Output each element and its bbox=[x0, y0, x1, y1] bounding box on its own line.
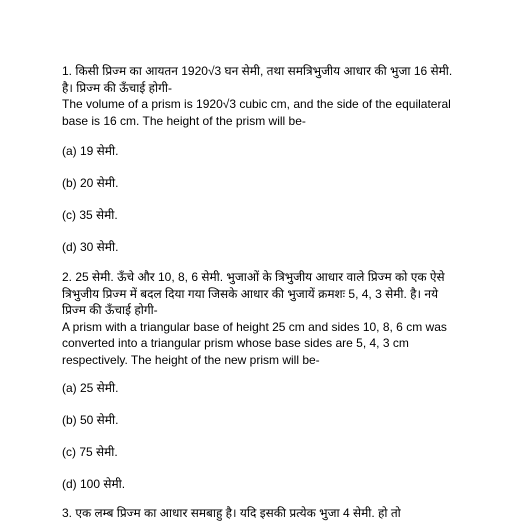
question-2-option-c: (c) 75 सेमी. bbox=[62, 445, 118, 459]
question-1-option-d: (d) 30 सेमी. bbox=[62, 240, 119, 254]
question-3-partial: 3. एक लम्ब प्रिज्म का आधार समबाहु है। यदि इसकी प्रत्येक भुजा 4 सेमी. हो तो bbox=[62, 506, 401, 520]
question-1-option-b: (b) 20 सेमी. bbox=[62, 176, 119, 190]
question-2-english: A prism with a triangular base of height 25 cm and sides 10, 8, 6 cm was converted into a triangular prism whose base sides are 5, 4, 3 cm respectively. The height of the new prism will be- bbox=[62, 319, 451, 367]
question-1-option-c: (c) 35 सेमी. bbox=[62, 208, 118, 222]
question-1-option-a: (a) 19 सेमी. bbox=[62, 144, 119, 158]
question-1-hindi: 1. किसी प्रिज्म का आयतन 1920√3 घन सेमी, तथा समत्रिभुजीय आधार की भुजा 16 सेमी. है। प्रिज्म की ऊँचाई होगी- bbox=[62, 64, 456, 95]
question-2-option-a: (a) 25 सेमी. bbox=[62, 381, 119, 395]
question-2 bbox=[62, 269, 462, 368]
question-1 bbox=[62, 63, 462, 129]
question-2-hindi: 2. 25 सेमी. ऊँचे और 10, 8, 6 सेमी. भुजाओं के त्रिभुजीय आधार वाले प्रिज्म को एक ऐसे त्रिभुजीय प्रिज्म में बदल दिया गया जिसके आधार की भुजायें क्रमशः 5, 4, 3 सेमी. है। नये प्रिज्म की ऊँचाई होगी- bbox=[62, 270, 448, 317]
question-1-english: The volume of a prism is 1920√3 cubic cm, and the side of the equilateral base is 16 cm. The height of the prism will be- bbox=[62, 97, 455, 128]
question-2-option-b: (b) 50 सेमी. bbox=[62, 413, 119, 427]
question-2-option-d: (d) 100 सेमी. bbox=[62, 477, 126, 491]
